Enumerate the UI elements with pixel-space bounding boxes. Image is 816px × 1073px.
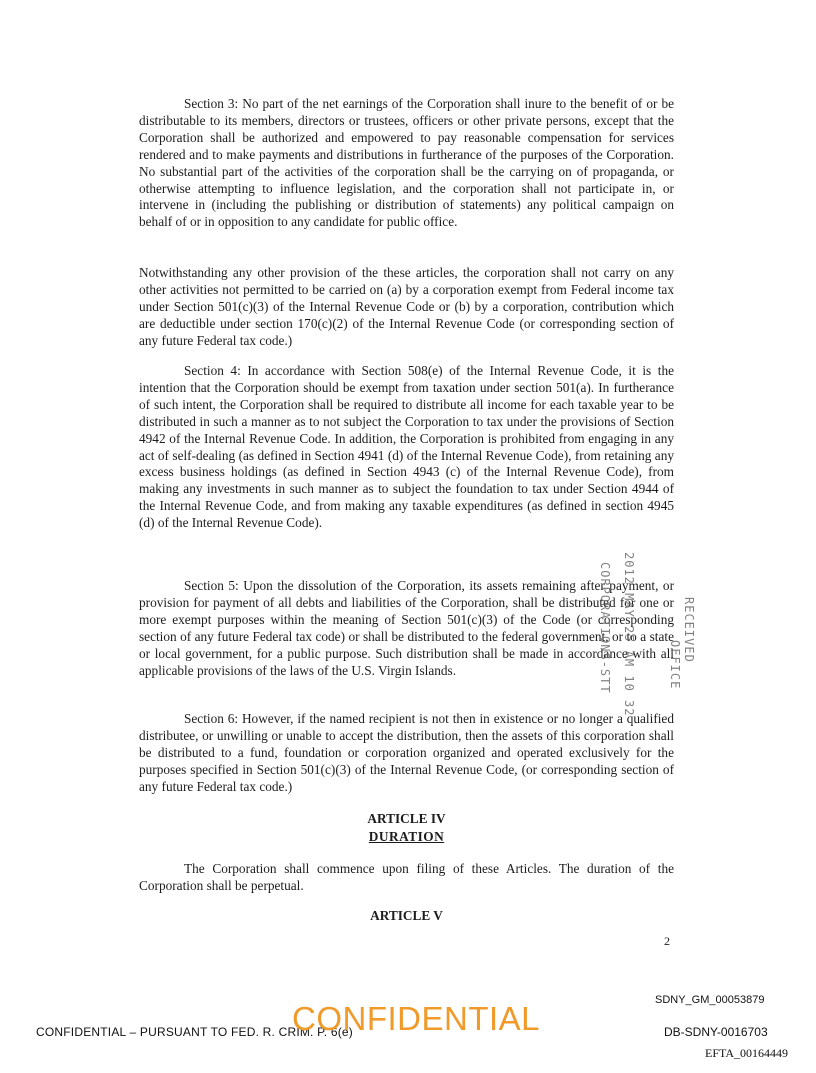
received-stamp	[598, 552, 708, 717]
stamp-office-line: CORPORATIONS-STT	[598, 562, 612, 694]
article-4-title: ARTICLE IV	[367, 811, 446, 826]
section-4-paragraph: Section 4: In accordance with Section 508(e) of the Internal Revenue Code, it is the intention that the Corporation should be exempt from taxation under section 501(a). In furtherance of such intent, the Corporation shall be required to distribute all income for each taxable year to be distributed in such a manner as to not subject the Corporation to tax under the provisions of Section 4942 of the Internal Revenue Code. In addition, the Corporation is prohibited from engaging in any act of self-dealing (as defined in Section 4941 (d) of the Internal Revenue Code), from retaining any excess business holdings (as defined in Section 4943 (c) of the Internal Revenue Code), from making any investments in such manner as to subject the foundation to tax under Section 4944 of the Internal Revenue Code, and from making any taxable expenditures (as defined in section 4945 (d) of the Internal Revenue Code).	[139, 363, 674, 531]
page-number: 2	[664, 934, 670, 948]
efta-number: EFTA_00164449	[705, 1046, 789, 1060]
section-6-paragraph: Section 6: However, if the named recipient is not then in existence or no longer a qualified distributee, or unwilling or unable to accept the distribution, then the assets of this corporation shall be distributed to a fund, foundation or corporation organized and operated exclusively for the purposes specified in Section 501(c)(3) of the Internal Revenue Code, (or corresponding section of any future Federal tax code.)	[139, 711, 674, 794]
article-4-paragraph: The Corporation shall commence upon filing of these Articles. The duration of the Corporation shall be perpetual.	[139, 861, 674, 893]
confidential-notice: CONFIDENTIAL – PURSUANT TO FED. R. CRIM. P. 6(e)	[36, 1025, 353, 1039]
bates-number-bottom: DB-SDNY-0016703	[664, 1025, 768, 1039]
stamp-office-label: OFFICE	[668, 640, 682, 690]
article-4-subtitle: DURATION	[368, 829, 445, 844]
article-5-heading: ARTICLE V	[370, 908, 443, 923]
bates-number-top: SDNY_GM_00053879	[655, 994, 765, 1006]
article-4-heading	[139, 811, 674, 845]
section-5-paragraph: Section 5: Upon the dissolution of the Corporation, its assets remaining after payment, or provision for payment of all debts and liabilities of the Corporation, shall be distributed for one or more exempt purposes within the meaning of Section 501(c)(3) of the Code (or corresponding section of any future Federal tax code) or shall be distributed to the federal government, or to a state or local government, for a public purpose. Such distribution shall be made in accordance with all applicable provisions of the laws of the U.S. Virgin Islands.	[139, 578, 674, 678]
stamp-received-line: RECEIVED	[682, 597, 696, 663]
section-3-paragraph: Section 3: No part of the net earnings of the Corporation shall inure to the benefit of or be distributable to its members, directors or trustees, officers or other private persons, except that the Corporation shall be authorized and empowered to pay reasonable compensation for services rendered and to make payments and distributions in furtherance of the purposes of the Corporation. No substantial part of the activities of the corporation shall be the carrying on of propaganda, or otherwise attempting to influence legislation, and the corporation shall not participate in, or intervene in (including the publishing or distribution of statements) any political campaign on behalf of or in opposition to any candidate for public office.	[139, 96, 674, 230]
stamp-date-line: 2012 MAY 25 AM 10 32	[622, 552, 636, 717]
confidential-watermark: CONFIDENTIAL	[292, 1000, 541, 1037]
notwithstanding-paragraph: Notwithstanding any other provision of the these articles, the corporation shall not carry on any other activities not permitted to be carried on (a) by a corporation exempt from Federal income tax under Section 501(c)(3) of the Internal Revenue Code or (b) by a corporation, contribution which are deductible under section 170(c)(2) of the Internal Revenue Code (or corresponding section of any future Federal tax code.)	[139, 265, 674, 348]
